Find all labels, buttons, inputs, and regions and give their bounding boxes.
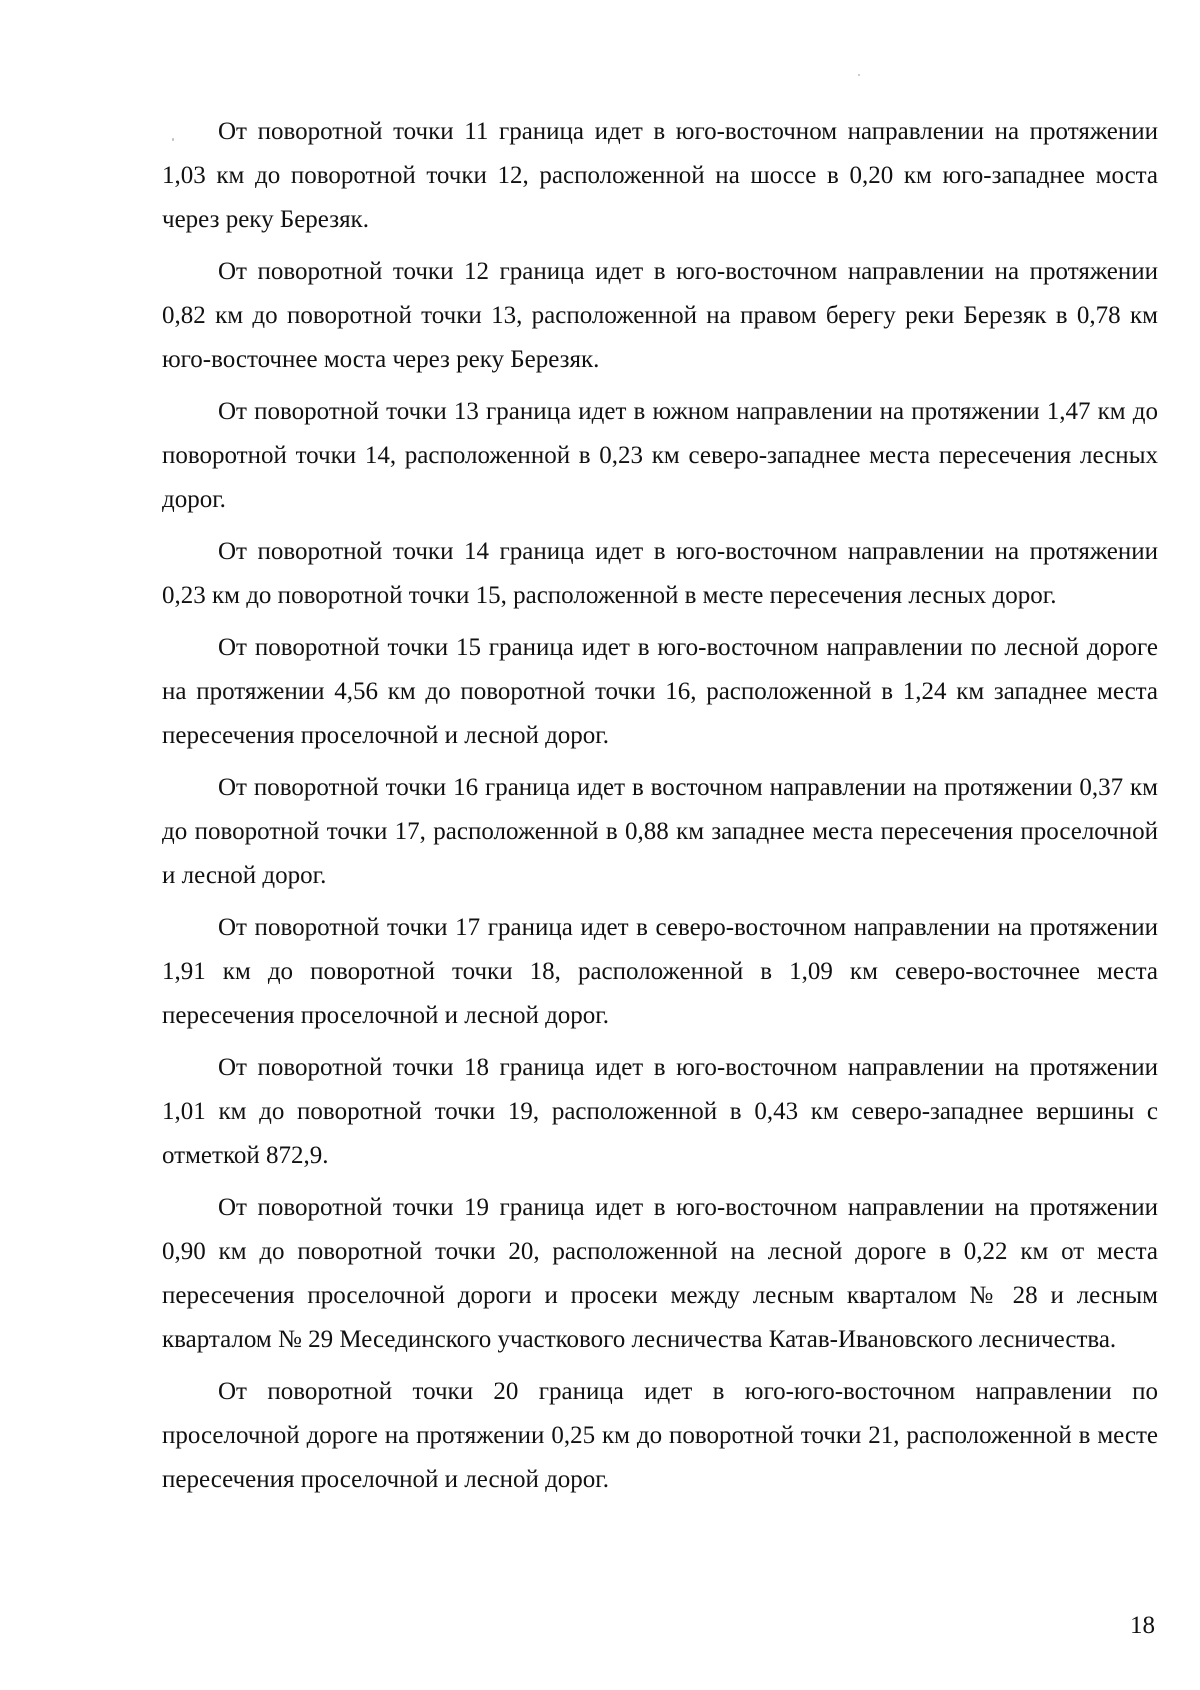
body-text <box>162 110 1158 1510</box>
paragraph: От поворотной точки 19 граница идет в юго-восточном направлении на протяжении 0,90 км до поворотной точки 20, расположенной на лесной дороге в 0,22 км от места пересечения проселочной дороги и просеки между лесным кварталом № 28 и лесным кварталом № 29 Месединского участкового лесничества Катав-Ивановского лесничества. <box>162 1194 1158 1353</box>
scan-speck <box>858 74 860 76</box>
paragraph: От поворотной точки 11 граница идет в юго-восточном направлении на протяжении 1,03 км до поворотной точки 12, расположенной на шоссе в 0,20 км юго-западнее моста через реку Березяк. <box>162 118 1158 233</box>
page-number: 18 <box>1130 1612 1155 1639</box>
paragraph: От поворотной точки 17 граница идет в северо-восточном направлении на протяжении 1,91 км до поворотной точки 18, расположенной в 1,09 км северо-восточнее места пересечения проселочной и лесной дорог. <box>162 914 1158 1029</box>
paragraph: От поворотной точки 14 граница идет в юго-восточном направлении на протяжении 0,23 км до поворотной точки 15, расположенной в месте пересечения лесных дорог. <box>162 538 1158 609</box>
paragraph: От поворотной точки 15 граница идет в юго-восточном направлении по лесной дороге на протяжении 4,56 км до поворотной точки 16, расположенной в 1,24 км западнее места пересечения проселочной и лесной дорог. <box>162 634 1158 749</box>
paragraph: От поворотной точки 20 граница идет в юго-юго-восточном направлении по проселочной дороге на протяжении 0,25 км до поворотной точки 21, расположенной в месте пересечения проселочной и лесной дорог. <box>162 1378 1158 1493</box>
paragraph: От поворотной точки 16 граница идет в восточном направлении на протяжении 0,37 км до поворотной точки 17, расположенной в 0,88 км западнее места пересечения проселочной и лесной дорог. <box>162 774 1158 889</box>
paragraph: От поворотной точки 12 граница идет в юго-восточном направлении на протяжении 0,82 км до поворотной точки 13, расположенной на правом берегу реки Березяк в 0,78 км юго-восточнее моста через реку Березяк. <box>162 258 1158 373</box>
paragraph: От поворотной точки 13 граница идет в южном направлении на протяжении 1,47 км до поворотной точки 14, расположенной в 0,23 км северо-западнее места пересечения лесных дорог. <box>162 398 1158 513</box>
paragraph: От поворотной точки 18 граница идет в юго-восточном направлении на протяжении 1,01 км до поворотной точки 19, расположенной в 0,43 км северо-западнее вершины с отметкой 872,9. <box>162 1054 1158 1169</box>
